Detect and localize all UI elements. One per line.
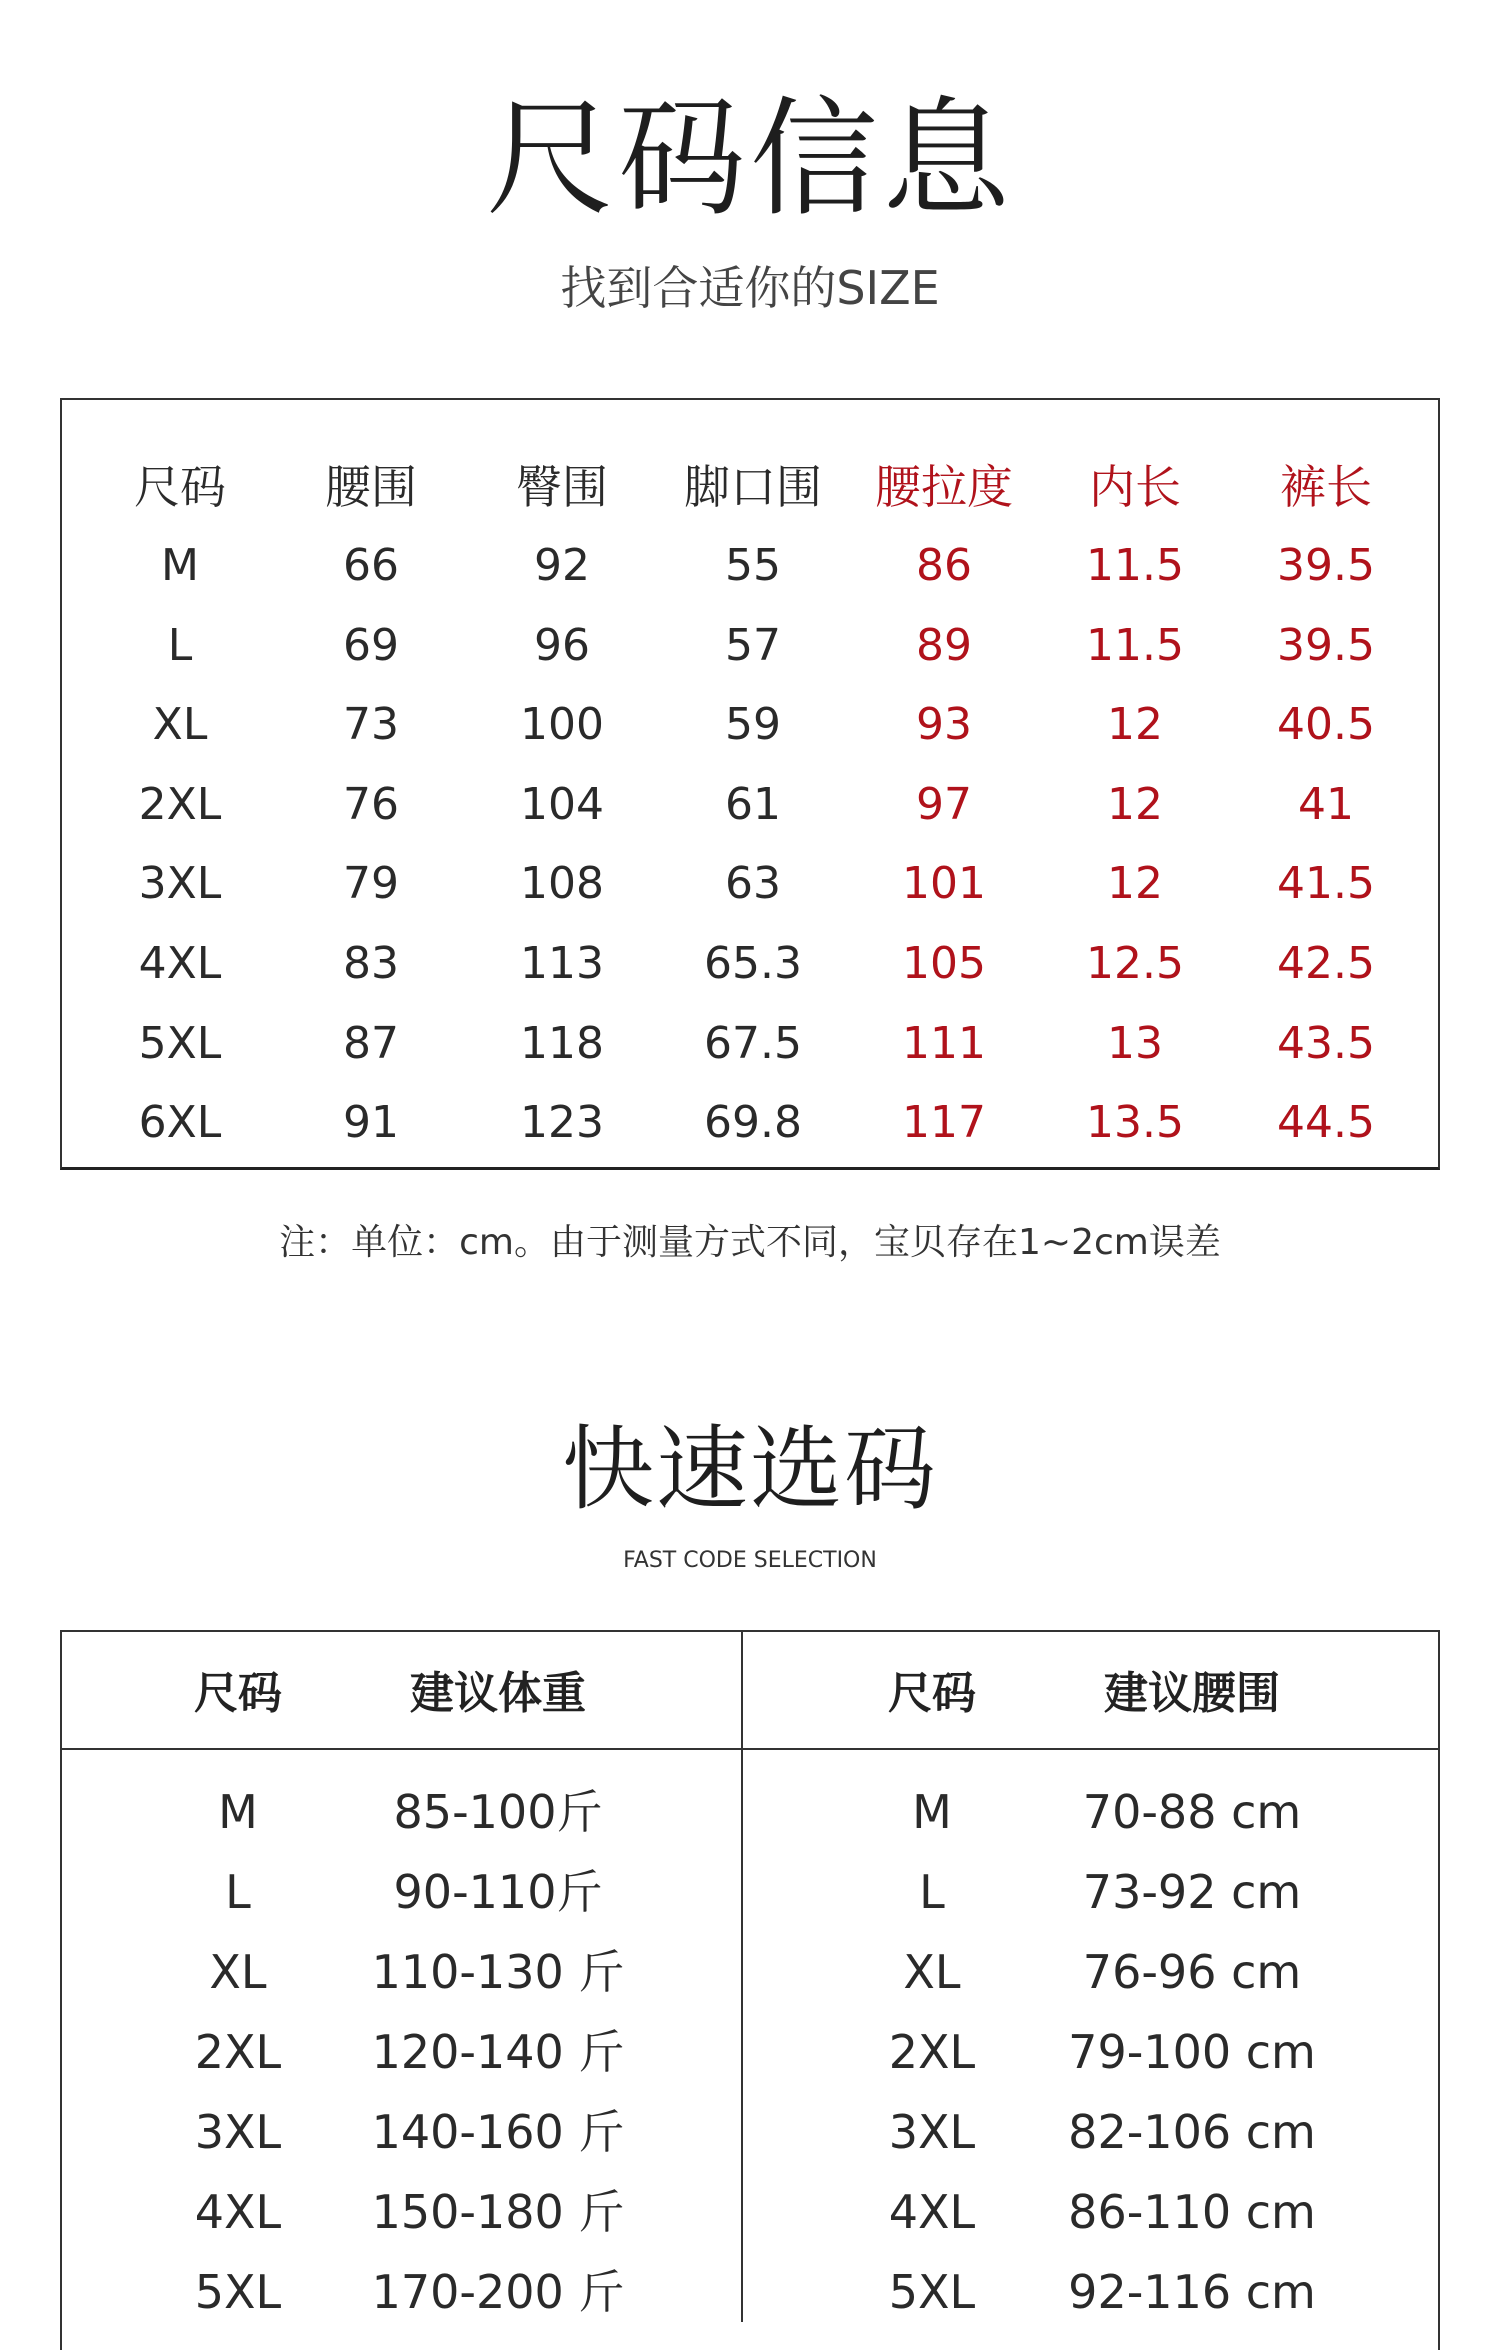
- table-cell: 123: [520, 1097, 604, 1149]
- waist-table-body: [832, 1772, 1352, 2332]
- size-label-cell: 5XL: [194, 2265, 282, 2319]
- size-label-cell: 2XL: [888, 2025, 976, 2079]
- recommendation-cell: 150-180 斤: [371, 2185, 625, 2239]
- size-label-cell: M: [912, 1785, 952, 1839]
- size-label-cell: 3XL: [888, 2105, 976, 2159]
- size-label-cell: 5XL: [138, 1017, 222, 1069]
- table-cell: 12: [1107, 778, 1163, 830]
- table-cell: 69.8: [704, 1097, 802, 1149]
- size-table-body: [60, 526, 1465, 1163]
- table-cell: 43.5: [1277, 1017, 1375, 1069]
- table-cell: 39.5: [1277, 540, 1375, 591]
- table-cell: 67.5: [704, 1017, 802, 1069]
- table-cell: 118: [520, 1017, 604, 1069]
- recommendation-cell: 110-130 斤: [371, 1945, 625, 1999]
- size-label-cell: 3XL: [194, 2105, 282, 2159]
- header-suggested-weight: 建议体重: [410, 1668, 586, 1719]
- table-cell: 73: [343, 699, 399, 751]
- table-cell: 42.5: [1277, 937, 1375, 989]
- size-info-subtitle: 找到合适你的SIZE: [560, 261, 940, 315]
- table-cell: 41: [1298, 778, 1354, 830]
- table-cell: 57: [725, 619, 781, 671]
- table-cell: 40.5: [1277, 699, 1375, 751]
- size-info-title: 尺码信息: [485, 85, 1014, 234]
- weight-table-body: [138, 1772, 658, 2332]
- size-label-cell: 4XL: [888, 2185, 976, 2239]
- recommendation-cell: 86-110 cm: [1068, 2185, 1316, 2239]
- table-cell: 63: [725, 858, 781, 910]
- size-label-cell: 3XL: [138, 858, 222, 910]
- header-size: 尺码: [888, 1668, 976, 1719]
- size-label-cell: M: [218, 1785, 258, 1839]
- measurement-note: 注：单位：cm。由于测量方式不同，宝贝存在1~2cm误差: [279, 1222, 1221, 1263]
- table-cell: 65.3: [704, 937, 802, 989]
- header-size: 尺码: [194, 1668, 282, 1719]
- header-length: 裤长: [1280, 460, 1372, 514]
- table-cell: 89: [916, 619, 972, 671]
- recommendation-cell: 120-140 斤: [371, 2025, 625, 2079]
- table-cell: 11.5: [1086, 619, 1184, 671]
- header-waist-stretch: 腰拉度: [875, 460, 1013, 514]
- size-label-cell: L: [167, 619, 193, 671]
- header-hip: 臀围: [516, 460, 608, 514]
- table-cell: 76: [343, 778, 399, 830]
- recommendation-cell: 140-160 斤: [371, 2105, 625, 2159]
- size-label-cell: 2XL: [194, 2025, 282, 2079]
- table-cell: 13: [1107, 1017, 1163, 1069]
- table-cell: 12: [1107, 858, 1163, 910]
- table-cell: 101: [902, 858, 986, 910]
- table-cell: 117: [902, 1097, 986, 1149]
- table-cell: 97: [916, 778, 972, 830]
- table-cell: 12.5: [1086, 937, 1184, 989]
- table-cell: 93: [916, 699, 972, 751]
- quick-table-header-divider: [60, 1748, 1440, 1750]
- table-cell: 12: [1107, 699, 1163, 751]
- table-cell: 79: [343, 858, 399, 910]
- table-cell: 108: [520, 858, 604, 910]
- size-label-cell: 4XL: [194, 2185, 282, 2239]
- table-cell: 111: [902, 1017, 986, 1069]
- table-cell: 59: [725, 699, 781, 751]
- recommendation-cell: 79-100 cm: [1068, 2025, 1316, 2079]
- table-cell: 55: [725, 540, 781, 591]
- table-cell: 11.5: [1086, 540, 1184, 591]
- table-cell: 66: [343, 540, 399, 591]
- table-cell: 44.5: [1277, 1097, 1375, 1149]
- table-cell: 104: [520, 778, 604, 830]
- table-cell: 113: [520, 937, 604, 989]
- recommendation-cell: 70-88 cm: [1082, 1785, 1302, 1839]
- waist-table-header: [832, 1664, 1352, 1724]
- table-cell: 83: [343, 937, 399, 989]
- table-cell: 100: [520, 699, 604, 751]
- header-waist: 腰围: [325, 460, 417, 514]
- size-label-cell: 5XL: [888, 2265, 976, 2319]
- table-cell: 13.5: [1086, 1097, 1184, 1149]
- table-cell: 92: [534, 540, 590, 591]
- header-inseam: 内长: [1089, 460, 1181, 514]
- table-cell: 69: [343, 619, 399, 671]
- table-cell: 61: [725, 778, 781, 830]
- header-suggested-waist: 建议腰围: [1104, 1668, 1280, 1719]
- size-label-cell: 6XL: [138, 1097, 222, 1149]
- recommendation-cell: 85-100斤: [393, 1785, 603, 1839]
- weight-table-header: [138, 1664, 658, 1724]
- recommendation-cell: 82-106 cm: [1068, 2105, 1316, 2159]
- table-cell: 86: [916, 540, 972, 591]
- size-label-cell: L: [225, 1865, 251, 1919]
- recommendation-cell: 92-116 cm: [1068, 2265, 1316, 2319]
- quick-select-title: 快速选码: [561, 1416, 938, 1523]
- size-label-cell: L: [919, 1865, 945, 1919]
- size-label-cell: XL: [903, 1945, 961, 1999]
- recommendation-cell: 90-110斤: [393, 1865, 603, 1919]
- header-hem: 脚口围: [684, 460, 822, 514]
- size-label-cell: XL: [209, 1945, 267, 1999]
- size-label-cell: 4XL: [138, 937, 222, 989]
- recommendation-cell: 170-200 斤: [371, 2265, 625, 2319]
- size-table-header: [60, 452, 1465, 522]
- header-size: 尺码: [134, 460, 226, 514]
- table-cell: 91: [343, 1097, 399, 1149]
- table-cell: 39.5: [1277, 619, 1375, 671]
- recommendation-cell: 73-92 cm: [1082, 1865, 1302, 1919]
- table-cell: 87: [343, 1017, 399, 1069]
- size-label-cell: M: [161, 540, 199, 591]
- quick-select-subtitle: FAST CODE SELECTION: [623, 1548, 877, 1573]
- size-label-cell: XL: [152, 699, 208, 751]
- table-cell: 41.5: [1277, 858, 1375, 910]
- quick-table-column-divider: [741, 1630, 743, 2322]
- recommendation-cell: 76-96 cm: [1082, 1945, 1302, 1999]
- table-cell: 96: [534, 619, 590, 671]
- size-label-cell: 2XL: [138, 778, 222, 830]
- table-cell: 105: [902, 937, 986, 989]
